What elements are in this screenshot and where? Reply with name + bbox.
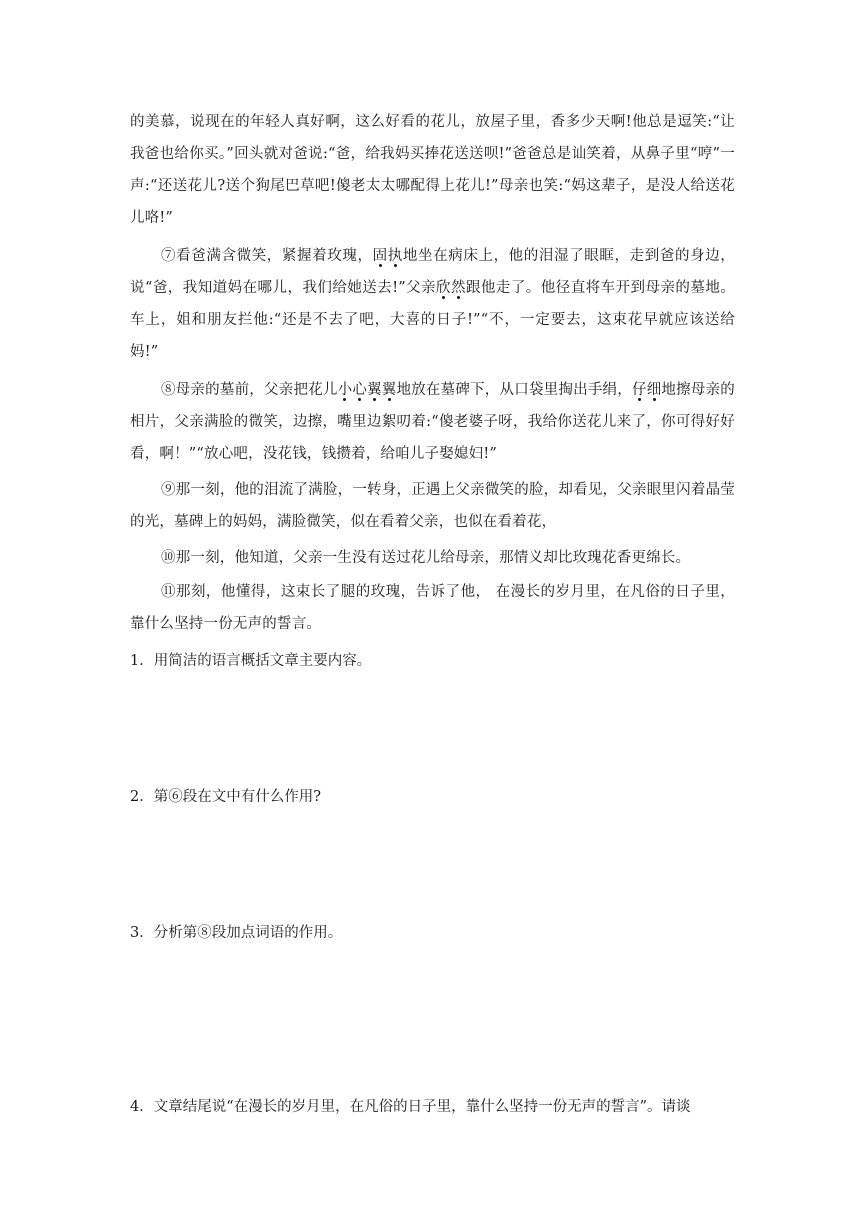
emphasis-char: 翼: [381, 382, 397, 398]
emphasis-char: 固: [372, 248, 388, 264]
emphasis-char: 细: [646, 382, 662, 398]
dotted-word-zixi: [632, 382, 661, 398]
question-3: 3．分析第⑧段加点词语的作用。: [130, 925, 343, 941]
paragraph-7-part-b: 地坐在病床上，他的泪湿了眼眶，走到爸的身边，说“爸，我知道妈在哪儿，我们给她送去!”父亲: [130, 248, 735, 296]
dotted-text: [338, 382, 397, 398]
question-1: 1．用简洁的语言概括文章主要内容。: [130, 653, 372, 669]
paragraph-11: ⑪那刻，他懂得，这束长了腿的玫瑰，告诉了他， 在漫长的岁月里，在凡俗的日子里，靠什么坚持一份无声的誓言。: [130, 584, 735, 632]
emphasis-char: 欣: [436, 280, 451, 296]
paragraph-8-part-b: 地放在墓碑下，从口袋里掏出手绢，: [396, 382, 632, 398]
dotted-text: [632, 382, 661, 398]
paragraph-8-part-c: 地擦母亲的相片，父亲满脸的微笑，边擦，嘴里边絮叨着:“傻老婆子呀，我给你送花儿来了，你可得好好看，啊！”“放心吧，没花钱，钱攒着，给咱儿子娶媳妇!”: [130, 382, 735, 462]
dotted-word-xiaoxinyiyi: [338, 382, 397, 398]
dotted-text: [436, 280, 466, 296]
emphasis-char: 然: [451, 280, 466, 296]
paragraph-7-part-c: 跟他走了。他径直将车开到母亲的墓地。车上，姐和朋友拦他:“还是不去了吧，大喜的日子!”“不，一定要去，这束花早就应该送给妈!”: [130, 280, 735, 360]
dotted-text: [373, 248, 403, 264]
paragraph-10: ⑩那一刻，他知道，父亲一生没有送过花儿给母亲，那情义却比玫瑰花香更绵长。: [161, 550, 691, 566]
emphasis-char: 小: [337, 382, 353, 398]
paragraph-6: 的美慕，说现在的年轻人真好啊，这么好看的花儿，放屋子里，香多少天啊!他总是逗笑:“让我爸也给你买。”回头就对爸说:“爸，给我妈买捧花送送呗!”爸爸总是讪笑着，从鼻子里“哼”一声:“还送花儿?送个狗尾巴草吧!傻老太太哪配得上花儿!”母亲也笑:“妈这辈子，是没人给送花儿咯!”: [130, 114, 735, 226]
paragraph-9: ⑨那一刻，他的泪流了满脸，一转身，正遇上父亲微笑的脸，却看见，父亲眼里闪着晶莹的光，墓碑上的妈妈，满脸微笑，似在看着父亲，也似在看着花，: [130, 482, 735, 530]
paragraph-8-part-a: ⑧母亲的墓前，父亲把花儿: [161, 382, 338, 398]
paragraph-8: [130, 374, 735, 470]
emphasis-char: 翼: [367, 382, 382, 398]
paragraph-7-part-a: ⑦看爸满含微笑，紧握着玫瑰，: [161, 248, 373, 264]
emphasis-char: 心: [352, 382, 368, 398]
emphasis-char: 执: [387, 248, 403, 264]
paragraph-7: [130, 240, 735, 368]
emphasis-char: 仔: [631, 382, 647, 398]
dotted-word-xinran: [436, 280, 466, 296]
question-4: 4．文章结尾说“在漫长的岁月里，在凡俗的日子里，靠什么坚持一份无声的誓言”。请谈: [130, 1099, 691, 1115]
dotted-word-guzhi: [373, 248, 403, 264]
question-2: 2．第⑥段在文中有什么作用?: [130, 789, 321, 805]
